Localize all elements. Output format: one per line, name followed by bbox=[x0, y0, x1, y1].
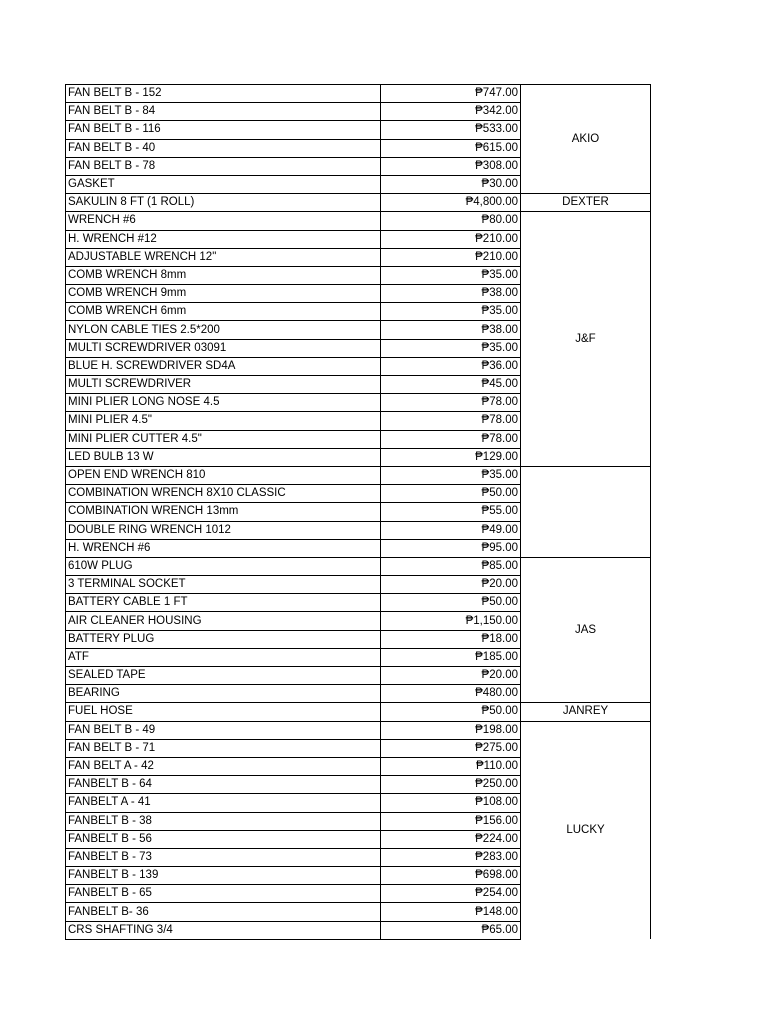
item-price-cell: ₱185.00 bbox=[381, 648, 521, 666]
item-price-cell: ₱342.00 bbox=[381, 103, 521, 121]
item-name-cell: FANBELT B - 64 bbox=[66, 776, 381, 794]
item-name-cell: OPEN END WRENCH 810 bbox=[66, 466, 381, 484]
item-name-cell: ADJUSTABLE WRENCH 12" bbox=[66, 248, 381, 266]
table-row bbox=[66, 466, 651, 484]
item-name-cell: 3 TERMINAL SOCKET bbox=[66, 576, 381, 594]
item-price-cell: ₱18.00 bbox=[381, 630, 521, 648]
item-name-cell: WRENCH #6 bbox=[66, 212, 381, 230]
item-price-cell: ₱78.00 bbox=[381, 394, 521, 412]
item-price-cell: ₱35.00 bbox=[381, 339, 521, 357]
item-price-cell: ₱250.00 bbox=[381, 776, 521, 794]
item-name-cell: SAKULIN 8 FT (1 ROLL) bbox=[66, 194, 381, 212]
item-name-cell: BATTERY CABLE 1 FT bbox=[66, 594, 381, 612]
table-row bbox=[66, 721, 651, 739]
item-price-cell: ₱35.00 bbox=[381, 266, 521, 284]
item-name-cell: MULTI SCREWDRIVER 03091 bbox=[66, 339, 381, 357]
item-name-cell: FANBELT B - 38 bbox=[66, 812, 381, 830]
item-price-cell: ₱50.00 bbox=[381, 594, 521, 612]
item-name-cell: COMBINATION WRENCH 13mm bbox=[66, 503, 381, 521]
item-price-cell: ₱35.00 bbox=[381, 466, 521, 484]
item-name-cell: BLUE H. SCREWDRIVER SD4A bbox=[66, 357, 381, 375]
item-price-cell: ₱283.00 bbox=[381, 848, 521, 866]
item-price-cell: ₱4,800.00 bbox=[381, 194, 521, 212]
item-name-cell: MINI PLIER CUTTER 4.5" bbox=[66, 430, 381, 448]
item-price-cell: ₱50.00 bbox=[381, 703, 521, 721]
item-price-cell: ₱95.00 bbox=[381, 539, 521, 557]
item-name-cell: FANBELT B- 36 bbox=[66, 903, 381, 921]
item-price-cell: ₱156.00 bbox=[381, 812, 521, 830]
item-name-cell: FANBELT A - 41 bbox=[66, 794, 381, 812]
item-name-cell: FAN BELT B - 84 bbox=[66, 103, 381, 121]
item-price-cell: ₱78.00 bbox=[381, 412, 521, 430]
item-price-cell: ₱308.00 bbox=[381, 157, 521, 175]
supplier-cell: DEXTER bbox=[521, 194, 651, 212]
item-price-cell: ₱38.00 bbox=[381, 321, 521, 339]
item-price-cell: ₱49.00 bbox=[381, 521, 521, 539]
item-name-cell: AIR CLEANER HOUSING bbox=[66, 612, 381, 630]
item-price-cell: ₱85.00 bbox=[381, 557, 521, 575]
item-name-cell: COMB WRENCH 9mm bbox=[66, 285, 381, 303]
supplier-cell: JANREY bbox=[521, 703, 651, 721]
item-name-cell: GASKET bbox=[66, 175, 381, 193]
item-price-cell: ₱55.00 bbox=[381, 503, 521, 521]
item-price-cell: ₱129.00 bbox=[381, 448, 521, 466]
supplier-cell: LUCKY bbox=[521, 721, 651, 939]
item-price-cell: ₱65.00 bbox=[381, 921, 521, 939]
item-name-cell: FANBELT B - 65 bbox=[66, 885, 381, 903]
item-name-cell: COMB WRENCH 6mm bbox=[66, 303, 381, 321]
item-price-cell: ₱210.00 bbox=[381, 230, 521, 248]
item-name-cell: 610W PLUG bbox=[66, 557, 381, 575]
item-name-cell: FAN BELT B - 78 bbox=[66, 157, 381, 175]
item-name-cell: MINI PLIER LONG NOSE 4.5 bbox=[66, 394, 381, 412]
item-price-cell: ₱198.00 bbox=[381, 721, 521, 739]
item-name-cell: MINI PLIER 4.5" bbox=[66, 412, 381, 430]
item-price-cell: ₱20.00 bbox=[381, 667, 521, 685]
item-name-cell: COMB WRENCH 8mm bbox=[66, 266, 381, 284]
item-name-cell: FANBELT B - 56 bbox=[66, 830, 381, 848]
item-name-cell: ATF bbox=[66, 648, 381, 666]
item-name-cell: FAN BELT B - 49 bbox=[66, 721, 381, 739]
item-name-cell: FAN BELT B - 116 bbox=[66, 121, 381, 139]
item-price-cell: ₱533.00 bbox=[381, 121, 521, 139]
item-name-cell: CRS SHAFTING 3/4 bbox=[66, 921, 381, 939]
price-list-table bbox=[65, 84, 651, 940]
supplier-cell bbox=[521, 466, 651, 557]
item-price-cell: ₱45.00 bbox=[381, 376, 521, 394]
item-name-cell: COMBINATION WRENCH 8X10 CLASSIC bbox=[66, 485, 381, 503]
item-name-cell: H. WRENCH #12 bbox=[66, 230, 381, 248]
item-name-cell: BEARING bbox=[66, 685, 381, 703]
item-price-cell: ₱480.00 bbox=[381, 685, 521, 703]
item-price-cell: ₱20.00 bbox=[381, 576, 521, 594]
item-price-cell: ₱110.00 bbox=[381, 757, 521, 775]
item-name-cell: FANBELT B - 73 bbox=[66, 848, 381, 866]
item-name-cell: SEALED TAPE bbox=[66, 667, 381, 685]
item-name-cell: H. WRENCH #6 bbox=[66, 539, 381, 557]
item-price-cell: ₱1,150.00 bbox=[381, 612, 521, 630]
item-name-cell: FUEL HOSE bbox=[66, 703, 381, 721]
supplier-cell: AKIO bbox=[521, 85, 651, 194]
item-name-cell: FAN BELT A - 42 bbox=[66, 757, 381, 775]
item-price-cell: ₱224.00 bbox=[381, 830, 521, 848]
item-price-cell: ₱698.00 bbox=[381, 867, 521, 885]
item-price-cell: ₱30.00 bbox=[381, 175, 521, 193]
item-name-cell: MULTI SCREWDRIVER bbox=[66, 376, 381, 394]
item-price-cell: ₱254.00 bbox=[381, 885, 521, 903]
item-name-cell: LED BULB 13 W bbox=[66, 448, 381, 466]
item-price-cell: ₱80.00 bbox=[381, 212, 521, 230]
table-row bbox=[66, 194, 651, 212]
item-price-cell: ₱38.00 bbox=[381, 285, 521, 303]
item-name-cell: FAN BELT B - 40 bbox=[66, 139, 381, 157]
item-price-cell: ₱108.00 bbox=[381, 794, 521, 812]
item-name-cell: FAN BELT B - 71 bbox=[66, 739, 381, 757]
item-name-cell: FAN BELT B - 152 bbox=[66, 85, 381, 103]
item-price-cell: ₱78.00 bbox=[381, 430, 521, 448]
price-list-body bbox=[66, 85, 651, 940]
item-price-cell: ₱210.00 bbox=[381, 248, 521, 266]
item-price-cell: ₱50.00 bbox=[381, 485, 521, 503]
item-price-cell: ₱148.00 bbox=[381, 903, 521, 921]
item-price-cell: ₱36.00 bbox=[381, 357, 521, 375]
item-price-cell: ₱615.00 bbox=[381, 139, 521, 157]
item-name-cell: FANBELT B - 139 bbox=[66, 867, 381, 885]
item-name-cell: BATTERY PLUG bbox=[66, 630, 381, 648]
supplier-cell: JAS bbox=[521, 557, 651, 703]
item-name-cell: NYLON CABLE TIES 2.5*200 bbox=[66, 321, 381, 339]
table-row bbox=[66, 85, 651, 103]
item-price-cell: ₱747.00 bbox=[381, 85, 521, 103]
item-price-cell: ₱35.00 bbox=[381, 303, 521, 321]
item-name-cell: DOUBLE RING WRENCH 1012 bbox=[66, 521, 381, 539]
supplier-cell: J&F bbox=[521, 212, 651, 467]
table-row bbox=[66, 703, 651, 721]
table-row bbox=[66, 557, 651, 575]
item-price-cell: ₱275.00 bbox=[381, 739, 521, 757]
table-row bbox=[66, 212, 651, 230]
